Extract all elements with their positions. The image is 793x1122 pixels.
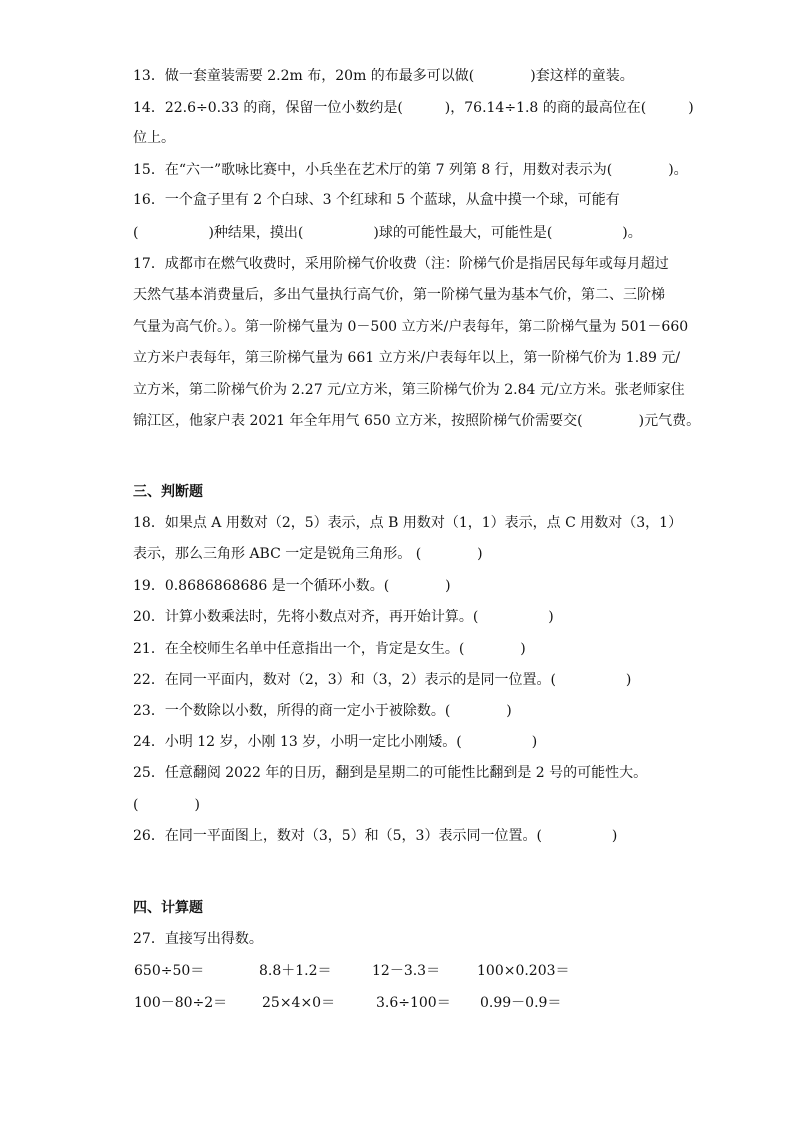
calc-item: 0.99－0.9＝ bbox=[480, 995, 562, 1011]
question-27: 27．直接写出得数。 bbox=[133, 931, 263, 947]
question-25-line-1: 25．任意翻阅 2022 年的日历，翻到是星期二的可能性比翻到是 2 号的可能性大。 bbox=[133, 765, 648, 781]
question-17-line-4: 立方米户表每年，第三阶梯气量为 661 立方米/户表每年以上，第一阶梯气价为 1.89 元/ bbox=[133, 350, 681, 366]
question-14-line-1: 14．22.6÷0.33 的商，保留一位小数约是( )，76.14÷1.8 的商的最高位在( ) bbox=[133, 100, 694, 116]
question-18-line-2: 表示，那么三角形 ABC 一定是锐角三角形。 ( ) bbox=[133, 546, 483, 562]
question-17-line-3: 气量为高气价。）。第一阶梯气量为 0－500 立方米/户表每年，第二阶梯气量为 501－660 bbox=[133, 319, 689, 335]
question-22: 22．在同一平面内，数对（2，3）和（3，2）表示的是同一位置。( ) bbox=[133, 672, 632, 688]
question-20: 20．计算小数乘法时，先将小数点对齐，再开始计算。( ) bbox=[133, 609, 554, 625]
question-14-line-2: 位上。 bbox=[133, 130, 175, 146]
section-title-judgement: 三、判断题 bbox=[133, 484, 203, 500]
question-15: 15．在“六一”歌咏比赛中，小兵坐在艺术厅的第 7 列第 8 行，用数对表示为( )。 bbox=[133, 162, 688, 178]
question-17-line-5: 立方米，第二阶梯气价为 2.27 元/立方米，第三阶梯气价为 2.84 元/立方米。张老师家住 bbox=[133, 382, 685, 398]
question-19: 19．0.8686868686 是一个循环小数。( ) bbox=[133, 578, 451, 594]
question-23: 23．一个数除以小数，所得的商一定小于被除数。( ) bbox=[133, 703, 512, 719]
calc-item: 3.6÷100＝ bbox=[376, 995, 451, 1011]
question-17-line-2: 天然气基本消费量后，多出气量执行高气价，第一阶梯气量为基本气价，第二、三阶梯 bbox=[133, 287, 665, 303]
calc-item: 650÷50＝ bbox=[134, 963, 205, 979]
question-25-line-2: ( ) bbox=[133, 797, 200, 813]
calc-item: 100×0.203＝ bbox=[477, 963, 570, 979]
question-26: 26．在同一平面图上，数对（3，5）和（5，3）表示同一位置。( ) bbox=[133, 828, 618, 844]
question-13: 13．做一套童装需要 2.2m 布，20m 的布最多可以做( )套这样的童装。 bbox=[133, 68, 634, 84]
question-18-line-1: 18．如果点 A 用数对（2，5）表示，点 B 用数对（1，1）表示，点 C 用数对（3，1） bbox=[133, 515, 683, 531]
calc-item: 12－3.3＝ bbox=[372, 963, 441, 979]
question-21: 21．在全校师生名单中任意指出一个，肯定是女生。( ) bbox=[133, 641, 526, 657]
section-title-calculation: 四、计算题 bbox=[133, 900, 203, 916]
question-16-line-1: 16．一个盒子里有 2 个白球、3 个红球和 5 个蓝球，从盒中摸一个球，可能有 bbox=[133, 192, 620, 208]
question-24: 24．小明 12 岁，小刚 13 岁，小明一定比小刚矮。( ) bbox=[133, 734, 538, 750]
calc-item: 25×4×0＝ bbox=[262, 995, 336, 1011]
calc-item: 8.8＋1.2＝ bbox=[259, 963, 332, 979]
question-16-line-2: ( )种结果，摸出( )球的可能性最大，可能性是( )。 bbox=[133, 225, 642, 241]
question-17-line-6: 锦江区，他家户表 2021 年全年用气 650 立方米，按照阶梯气价需要交( )元气费。 bbox=[133, 413, 701, 429]
calc-item: 100－80÷2＝ bbox=[134, 995, 228, 1011]
question-17-line-1: 17．成都市在燃气收费时，采用阶梯气价收费（注：阶梯气价是指居民每年或每月超过 bbox=[133, 256, 669, 272]
